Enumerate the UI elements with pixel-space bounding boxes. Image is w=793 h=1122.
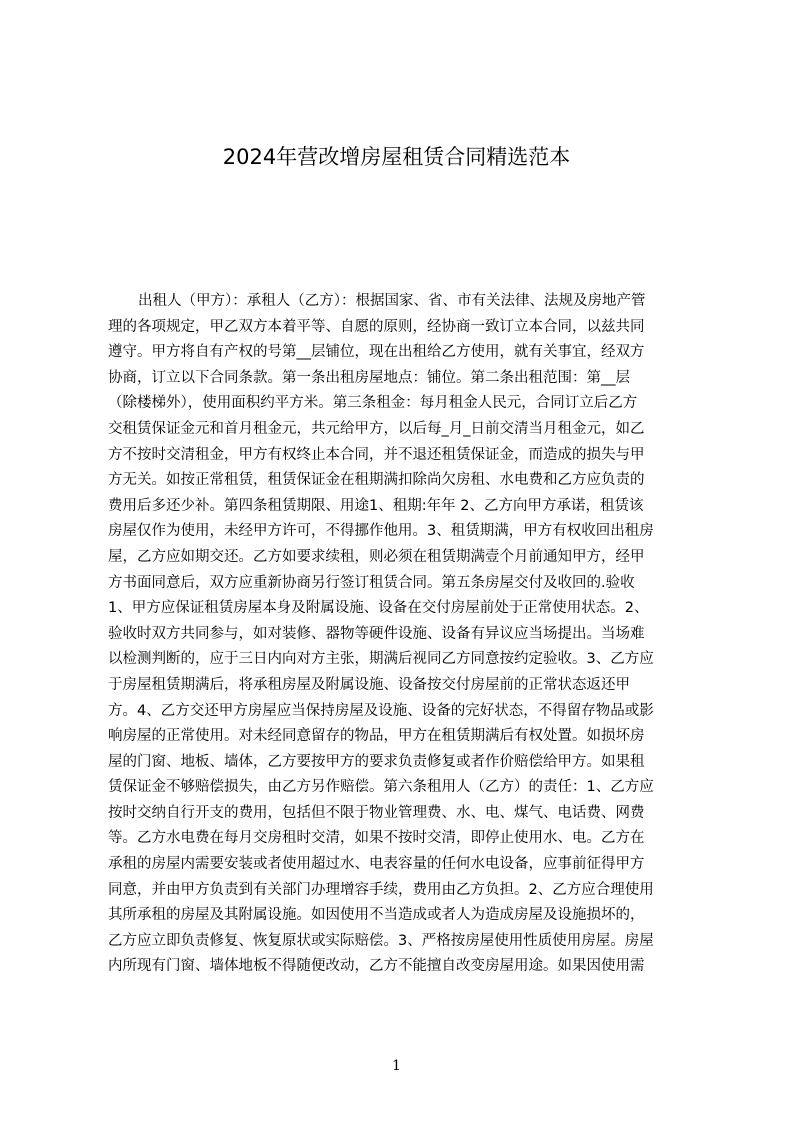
body-line: 于房屋租赁期满后，将承租房屋及附属设施、设备按交付房屋前的正常状态返还甲: [108, 676, 630, 693]
body-line: 以检测判断的，应于三日内向对方主张，期满后视同乙方同意按约定验收。3、乙方应: [108, 651, 654, 668]
body-line: 乙方应立即负责修复、恢复原状或实际赔偿。3、严格按房屋使用性质使用房屋。房屋: [108, 932, 654, 949]
body-line: 等。乙方水电费在每月交房租时交清，如果不按时交清，即停止使用水、电。乙方在: [108, 830, 645, 847]
body-line: 出租人（甲方）：承租人（乙方）：根据国家、省、市有关法律、法规及房地产管: [138, 293, 646, 309]
body-line: （除楼梯外），使用面积约平方米。第三条租金：每月租金人民元，合同订立后乙方: [108, 395, 638, 412]
document-title: 2024年营改增房屋租赁合同精选范本: [222, 145, 571, 169]
body-line: 按时交纳自行开支的费用，包括但不限于物业管理费、水、电、煤气、电话费、网费: [108, 804, 645, 821]
body-line: 验收时双方共同参与，如对装修、器物等硬件设施、设备有异议应当场提出。当场难: [108, 625, 645, 642]
page-number: 1: [392, 1058, 401, 1074]
body-line: 内所现有门窗、墙体地板不得随便改动，乙方不能擅自改变房屋用途。如果因使用需: [108, 958, 645, 975]
body-line: 响房屋的正常使用。对未经同意留存的物品，甲方在租赁期满后有权处置。如损坏房: [108, 728, 645, 745]
body-line: 房屋仅作为使用，未经甲方许可，不得挪作他用。3、租赁期满，甲方有权收回出租房: [108, 523, 654, 540]
body-line: 费用后多还少补。第四条租赁期限、用途1、租期:年年 2、乙方向甲方承诺，租赁该: [108, 497, 644, 514]
body-line: 理的各项规定，甲乙双方本着平等、自愿的原则，经协商一致订立本合同，以兹共同: [108, 318, 645, 335]
body-line: 屋的门窗、地板、墙体，乙方要按甲方的要求负责修复或者作价赔偿给甲方。如果租: [108, 753, 645, 770]
body-line: 方不按时交清租金，甲方有权终止本合同，并不退还租赁保证金，而造成的损失与甲: [108, 446, 645, 463]
body-line: 方书面同意后，双方应重新协商另行签订租赁合同。第五条房屋交付及收回的.验收: [108, 574, 635, 591]
body-line: 方无关。如按正常租赁，租赁保证金在租期满扣除尚欠房租、水电费和乙方应负责的: [108, 472, 645, 489]
body-line: 同意，并由甲方负责到有关部门办理增容手续，费用由乙方负担。2、乙方应合理使用: [108, 881, 654, 898]
body-line: 交租赁保证金元和首月租金元，共元给甲方，以后每_月_日前交清当月租金元，如乙: [108, 420, 645, 437]
body-line: 1、甲方应保证租赁房屋本身及附属设施、设备在交付房屋前处于正常使用状态。2、: [108, 600, 649, 617]
body-line: 屋，乙方应如期交还。乙方如要求续租，则必须在租赁期满壹个月前通知甲方，经甲: [108, 548, 645, 565]
body-line: 协商，订立以下合同条款。第一条出租房屋地点：铺位。第二条出租范围：第__层: [108, 369, 630, 386]
body-line: 其所承租的房屋及其附属设施。如因使用不当造成或者人为造成房屋及设施损坏的，: [108, 907, 645, 924]
body-line: 赁保证金不够赔偿损失，由乙方另作赔偿。第六条租用人（乙方）的责任：1、乙方应: [108, 779, 654, 796]
body-line: 遵守。甲方将自有产权的号第__层铺位，现在出租给乙方使用，就有关事宜，经双方: [108, 344, 645, 361]
contract-body: [108, 289, 698, 980]
body-line: 承租的房屋内需要安装或者使用超过水、电表容量的任何水电设备，应事前征得甲方: [108, 856, 645, 873]
body-line: 方。4、乙方交还甲方房屋应当保持房屋及设施、设备的完好状态，不得留存物品或影: [108, 702, 654, 719]
